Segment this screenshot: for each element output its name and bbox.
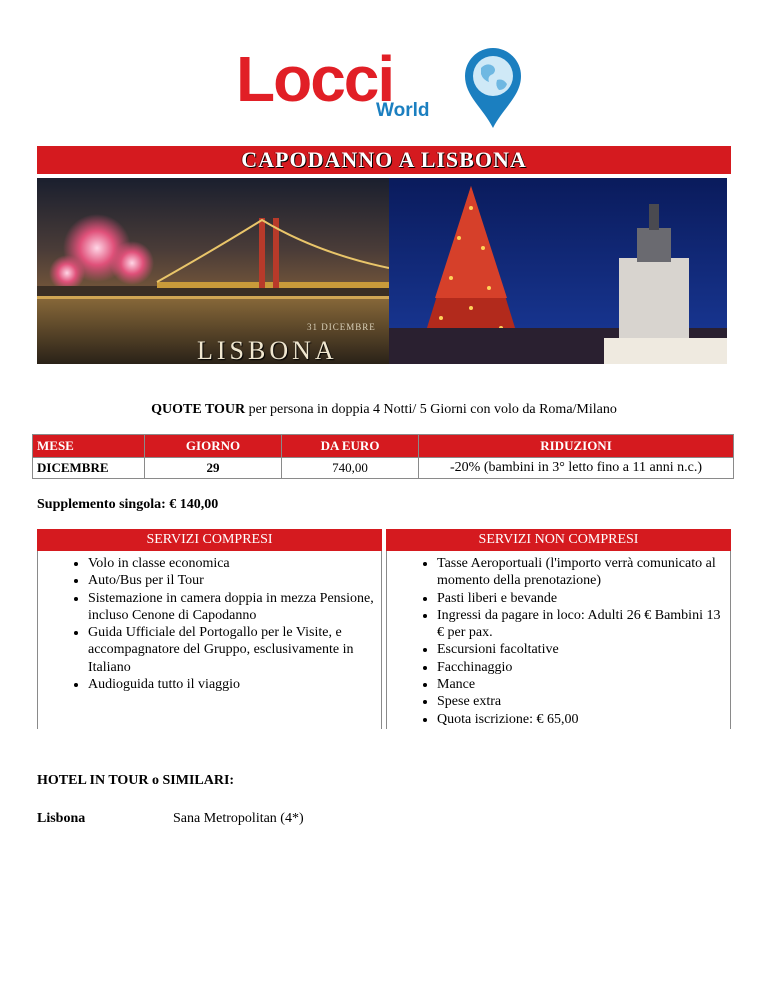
cell-riduzioni: -20% (bambini in 3° letto fino a 11 anni n.c.) bbox=[419, 458, 734, 479]
hotel-section-title: HOTEL IN TOUR o SIMILARI: bbox=[37, 773, 235, 788]
hotel-city: Lisbona bbox=[37, 811, 86, 826]
excluded-services-list bbox=[386, 551, 731, 729]
quote-label: QUOTE TOUR bbox=[151, 402, 246, 417]
list-item: • Pasti liberi e bevande bbox=[437, 590, 724, 607]
header-mese: MESE bbox=[33, 435, 145, 458]
quote-text: per persona in doppia 4 Notti/ 5 Giorni con volo da Roma/Milano bbox=[245, 402, 617, 417]
map-pin-globe-icon bbox=[461, 46, 525, 130]
list-item: • Volo in classe economica bbox=[88, 555, 375, 572]
list-item: • Spese extra bbox=[437, 693, 724, 710]
header-giorno: GIORNO bbox=[145, 435, 282, 458]
list-item: • Sistemazione in camera doppia in mezza Pensione, incluso Cenone di Capodanno bbox=[88, 590, 375, 625]
list-item: • Quota iscrizione: € 65,00 bbox=[437, 711, 724, 728]
list-item: • Tasse Aeroportuali (l'importo verrà comunicato al momento della prenotazione) bbox=[437, 555, 724, 590]
logo-subtitle: World bbox=[376, 100, 430, 121]
photo-caption-city: LISBONA bbox=[197, 336, 338, 364]
cell-giorno: 29 bbox=[145, 458, 282, 479]
included-services-list bbox=[37, 551, 382, 729]
list-item: • Guida Ufficiale del Portogallo per le Visite, e accompagnatore del Gruppo, esclusivamente in Italiano bbox=[88, 624, 375, 676]
excluded-services-title: SERVIZI NON COMPRESI bbox=[386, 529, 731, 551]
photo-caption-date: 31 DICEMBRE bbox=[307, 322, 376, 332]
logo-wordmark: Locci bbox=[236, 43, 394, 115]
list-item: • Auto/Bus per il Tour bbox=[88, 572, 375, 589]
photo-lisbon-bridge bbox=[37, 178, 389, 364]
services-section bbox=[37, 529, 731, 729]
hotel-name: Sana Metropolitan (4*) bbox=[173, 811, 304, 826]
cell-da-euro: 740,00 bbox=[282, 458, 419, 479]
table-row bbox=[33, 458, 734, 479]
page-title-bar bbox=[37, 146, 731, 174]
page-title: CAPODANNO A LISBONA bbox=[241, 147, 527, 172]
header-da-euro: DA EURO bbox=[282, 435, 419, 458]
cell-mese: DICEMBRE bbox=[33, 458, 145, 479]
price-table bbox=[32, 434, 734, 479]
included-services-title: SERVIZI COMPRESI bbox=[37, 529, 382, 551]
list-item: • Escursioni facoltative bbox=[437, 641, 724, 658]
single-supplement: Supplemento singola: € 140,00 bbox=[37, 497, 219, 512]
brand-logo bbox=[236, 42, 536, 128]
list-item: • Facchinaggio bbox=[437, 659, 724, 676]
quote-line bbox=[0, 402, 768, 418]
list-item: • Mance bbox=[437, 676, 724, 693]
list-item: • Ingressi da pagare in loco: Adulti 26 € Bambini 13 € per pax. bbox=[437, 607, 724, 642]
table-header-row bbox=[33, 435, 734, 458]
list-item: • Audioguida tutto il viaggio bbox=[88, 676, 375, 693]
photo-lisbon-christmas bbox=[389, 178, 727, 364]
header-riduzioni: RIDUZIONI bbox=[419, 435, 734, 458]
